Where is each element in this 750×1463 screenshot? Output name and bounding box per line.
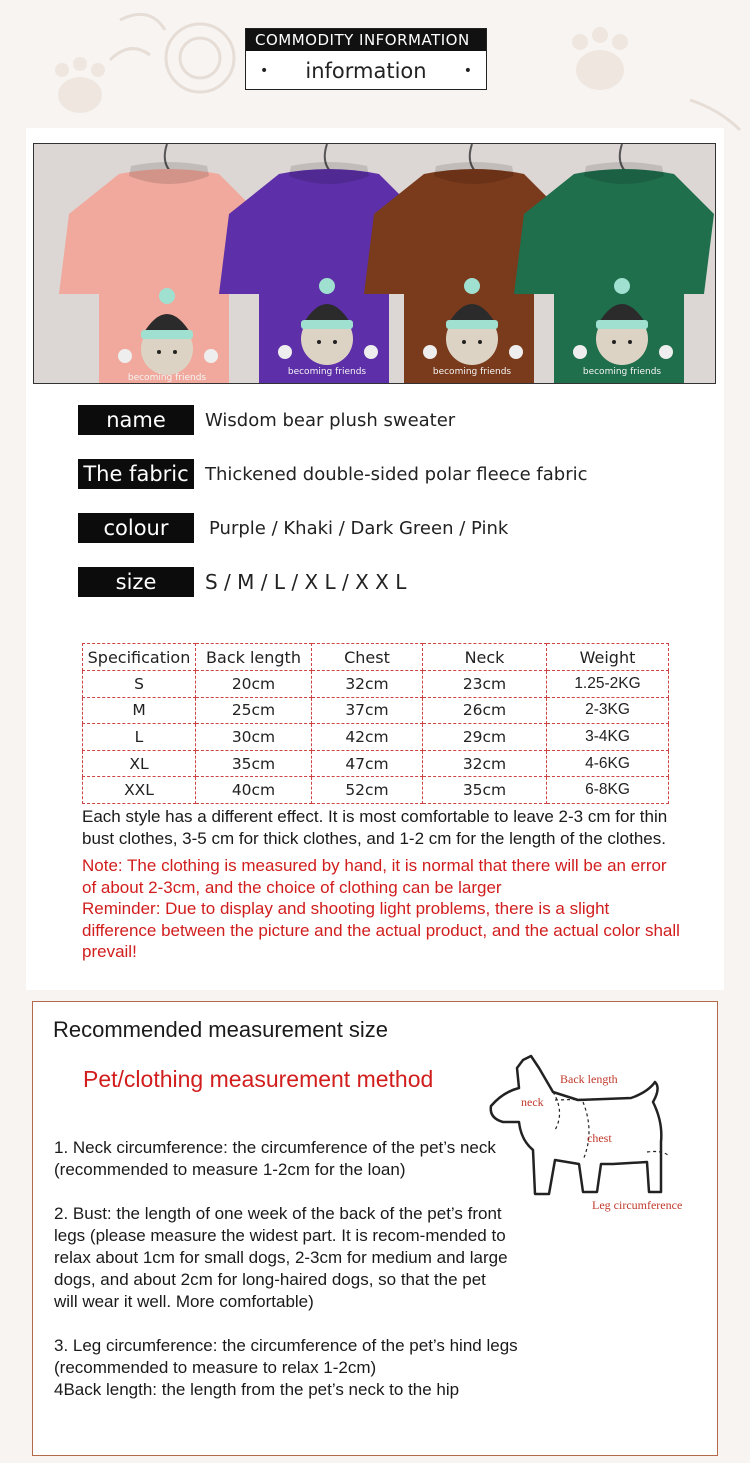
table-cell: 4-6KG [547,750,669,777]
table-cell: L [83,724,196,751]
measurement-title: Recommended measurement size [53,1017,389,1042]
table-cell: 35cm [196,750,312,777]
table-cell: 1.25-2KG [547,671,669,698]
neck-measure-line [553,1092,560,1130]
fit-note: Each style has a different effect. It is most comfortable to leave 2-3 cm for thin bust clothes, 3-5 cm for thick clothes, and 1-2 cm for the length of the clothes. [82,807,668,848]
measure-step-leg: 3. Leg circumference: the circumference of the pet’s hind legs (recommended to measure to relax 1-2cm) [54,1336,518,1377]
spec-row-fabric [78,459,588,489]
spec-value: Wisdom bear plush sweater [205,409,456,431]
leg-measure-line [647,1152,669,1157]
diagram-label-back-length: Back length [560,1072,618,1086]
spec-label: colour [78,513,194,543]
spec-row-name [78,405,455,435]
measure-step-back: 4Back length: the length from the pet’s neck to the hip [54,1380,460,1399]
table-cell: 40cm [196,777,312,804]
decorative-doodle-left [0,0,260,140]
spec-label: size [78,567,194,597]
spec-label: name [78,405,194,435]
svg-text:becoming friends: becoming friends [582,367,662,377]
table-cell: S [83,671,196,698]
decorative-paw-right [540,10,750,140]
svg-text:becoming friends: becoming friends [287,367,367,377]
spec-row-size [78,567,406,597]
table-cell: 2-3KG [547,697,669,724]
measurement-guide [32,1001,718,1456]
table-header-row [83,644,669,671]
bullet-icon: • [463,63,472,79]
svg-text:becoming friends: becoming friends [127,373,207,383]
product-photo-drawing [34,144,716,384]
size-notes [82,806,682,963]
table-cell: 32cm [423,750,547,777]
product-photo [33,143,716,384]
svg-text:becoming friends: becoming friends [432,367,512,377]
table-cell: 3-4KG [547,724,669,751]
table-cell: 37cm [312,697,423,724]
table-cell: 29cm [423,724,547,751]
table-header-cell: Weight [547,644,669,671]
table-row [83,777,669,804]
table-cell: 52cm [312,777,423,804]
table-cell: 30cm [196,724,312,751]
table-header-cell: Specification [83,644,196,671]
table-row [83,724,669,751]
header-title: COMMODITY INFORMATION [246,29,486,51]
table-row [83,671,669,698]
measurement-subtitle: Pet/clothing measurement method [83,1066,434,1092]
table-cell: 32cm [312,671,423,698]
section-header [245,28,487,90]
spec-label: The fabric [78,459,194,489]
table-cell: 42cm [312,724,423,751]
table-cell: 25cm [196,697,312,724]
spec-row-colour [78,513,508,543]
color-reminder: Reminder: Due to display and shooting light problems, there is a slight difference between the picture and the actual product, and the actual color shall prevail! [82,899,680,961]
measure-step-bust: 2. Bust: the length of one week of the back of the pet’s front legs (please measure the widest part. It is recom-mended to relax about 1cm for small dogs, 2-3cm for medium and large dogs, and about 2cm for long-haired dogs, so that the pet will wear it well. More comfortable) [54,1204,508,1311]
measure-step-neck: 1. Neck circumference: the circumference of the pet’s neck (recommended to measure 1-2cm for the loan) [54,1138,496,1179]
table-cell: 20cm [196,671,312,698]
table-row [83,750,669,777]
table-cell: XL [83,750,196,777]
table-cell: 26cm [423,697,547,724]
spec-value: Thickened double-sided polar fleece fabric [205,463,588,485]
measurement-note: Note: The clothing is measured by hand, it is normal that there will be an error of about 2-3cm, and the choice of clothing can be larger [82,856,667,897]
size-table [82,643,669,804]
table-header-cell: Chest [312,644,423,671]
spec-value: S / M / L / X L / X X L [205,570,407,594]
table-cell: 35cm [423,777,547,804]
table-cell: 6-8KG [547,777,669,804]
table-cell: 47cm [312,750,423,777]
header-subtitle: • information • [246,53,486,89]
table-cell: 23cm [423,671,547,698]
table-header-cell: Neck [423,644,547,671]
diagram-label-chest: chest [587,1131,612,1145]
table-header-cell: Back length [196,644,312,671]
bullet-icon: • [260,63,269,79]
diagram-label-neck: neck [521,1095,544,1109]
table-row [83,697,669,724]
spec-value: Purple / Khaki / Dark Green / Pink [209,517,509,539]
diagram-label-leg: Leg circumference [592,1198,683,1212]
table-cell: XXL [83,777,196,804]
table-cell: M [83,697,196,724]
